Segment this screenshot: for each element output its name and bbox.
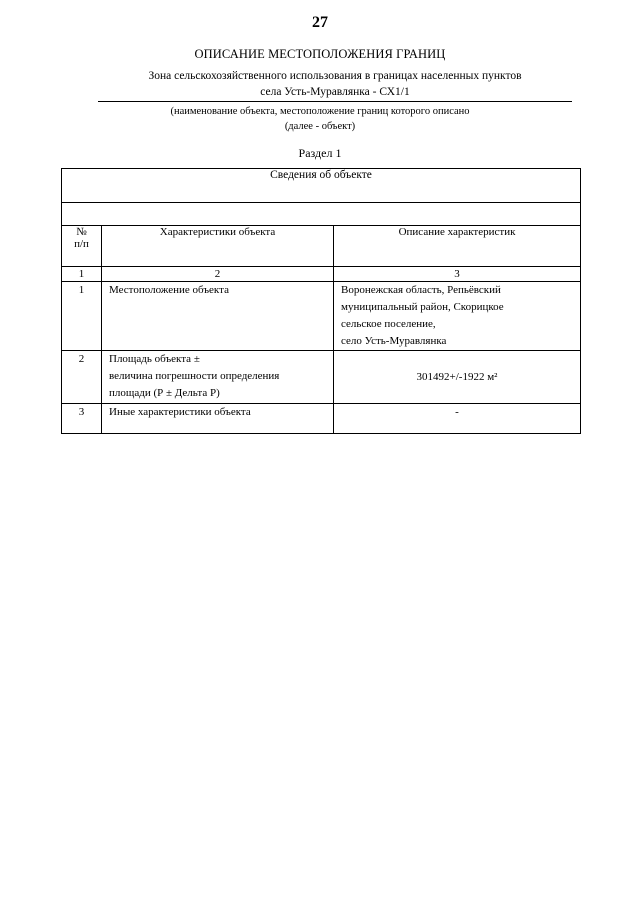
row-value: - <box>334 404 581 434</box>
table-heading-row <box>62 169 581 203</box>
row-value-line: сельское поселение, <box>341 318 436 330</box>
column-header-num-line-1: № <box>76 226 87 238</box>
object-name-caption <box>0 104 640 134</box>
row-characteristic <box>102 404 334 434</box>
column-index-3: 3 <box>334 267 581 282</box>
column-index-2: 2 <box>102 267 334 282</box>
row-number: 3 <box>62 404 102 434</box>
object-info-table <box>61 168 581 434</box>
row-value-line: муниципальный район, Скорицкое <box>341 301 504 313</box>
page-number: 27 <box>312 14 328 31</box>
column-header-num <box>62 226 102 267</box>
column-index-1: 1 <box>62 267 102 282</box>
row-characteristic-line: площади (Р ± Дельта Р) <box>109 387 220 399</box>
table-heading: Сведения об объекте <box>62 169 581 203</box>
column-header-characteristics: Характеристики объекта <box>102 226 334 267</box>
table-row <box>62 351 581 404</box>
column-index-row <box>62 267 581 282</box>
row-value-line: село Усть-Муравлянка <box>341 335 447 347</box>
object-name <box>98 68 572 102</box>
row-characteristic <box>102 282 334 351</box>
row-characteristic-line: величина погрешности определения <box>109 370 280 382</box>
table-blank-cell <box>62 203 581 226</box>
document-title: ОПИСАНИЕ МЕСТОПОЛОЖЕНИЯ ГРАНИЦ <box>194 47 446 61</box>
row-number: 2 <box>62 351 102 404</box>
table-row <box>62 282 581 351</box>
column-header-num-line-2: п/п <box>74 238 89 250</box>
caption-line-1: (наименование объекта, местоположение границ которого описано <box>170 106 470 117</box>
row-number: 1 <box>62 282 102 351</box>
row-characteristic-line: Иные характеристики объекта <box>109 406 251 418</box>
object-name-line-2: села Усть-Муравлянка - СХ1/1 <box>260 86 410 98</box>
caption-line-2: (далее - объект) <box>284 121 356 132</box>
table-blank-row <box>62 203 581 226</box>
object-name-line-1: Зона сельскохозяйственного использования в границах населенных пунктов <box>148 70 522 82</box>
column-header-row <box>62 226 581 267</box>
row-value-line: Воронежская область, Репьёвский <box>341 284 501 296</box>
row-value <box>334 282 581 351</box>
column-header-description: Описание характеристик <box>334 226 581 267</box>
table-row <box>62 404 581 434</box>
row-characteristic-line: Местоположение объекта <box>109 284 229 296</box>
row-characteristic-line: Площадь объекта ± <box>109 353 200 365</box>
row-characteristic <box>102 351 334 404</box>
row-value: 301492+/-1922 м² <box>334 351 581 404</box>
section-label: Раздел 1 <box>298 146 342 160</box>
